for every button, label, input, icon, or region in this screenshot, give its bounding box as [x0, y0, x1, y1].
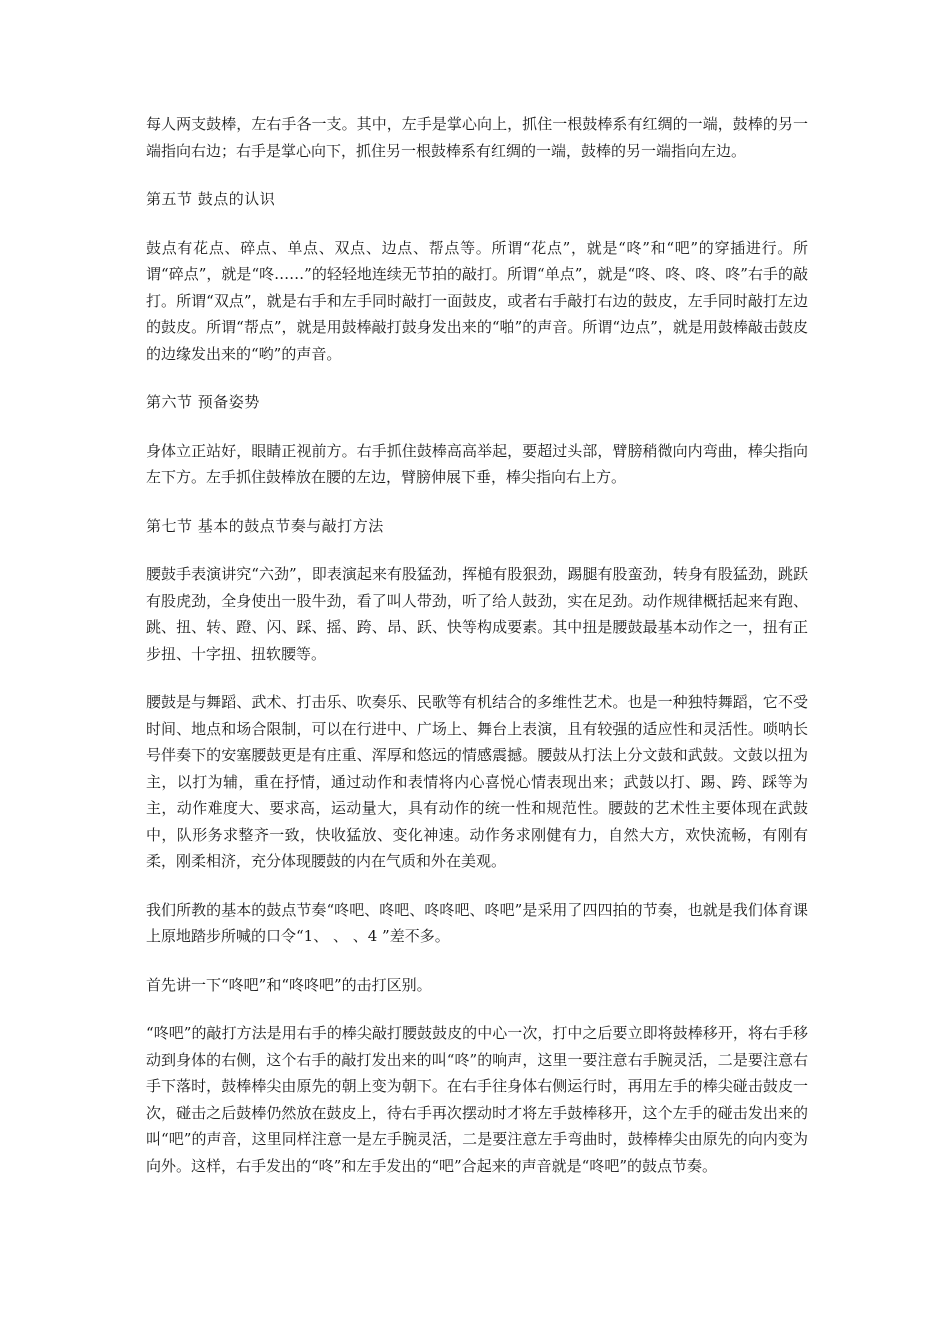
paragraph-six-energies: 腰鼓手表演讲究“六劲”，即表演起来有股猛劲，挥槌有股狠劲，踢腿有股蛮劲，转身有股猛劲，跳跃有股虎劲，全身使出一股牛劲，看了叫人带劲，听了给人鼓劲，实在足劲。动作规律概括起来有跑、跳、扭、转、蹬、闪、踩、摇、跨、昂、跃、快等构成要素。其中扭是腰鼓最基本动作之一，扭有正步扭、十字扭、扭软腰等。: [146, 565, 808, 663]
document-page: [146, 111, 808, 1179]
paragraph-dongba-method: “咚吧”的敲打方法是用右手的棒尖敲打腰鼓鼓皮的中心一次，打中之后要立即将鼓棒移开，将右手移动到身体的右侧，这个右手的敲打发出来的叫“咚”的响声，这里一要注意右手腕灵活，二是要注意右手下落时，鼓棒棒尖由原先的朝上变为朝下。在右手往身体右侧运行时，再用左手的棒尖碰击鼓皮一次，碰击之后鼓棒仍然放在鼓皮上，待右手再次摆动时才将左手鼓棒移开，这个左手的碰击发出来的叫“吧”的声音，这里同样注意一是左手腕灵活，二是要注意左手弯曲时，鼓棒棒尖由原先的向内变为向外。这样，右手发出的“咚”和左手发出的“吧”合起来的声音就是“咚吧”的鼓点节奏。: [146, 1024, 808, 1175]
paragraph-ready-posture: 身体立正站好，眼睛正视前方。右手抓住鼓棒高高举起，要超过头部，臂膀稍微向内弯曲，棒尖指向左下方。左手抓住鼓棒放在腰的左边，臂膀伸展下垂，棒尖指向右上方。: [146, 441, 808, 486]
section-heading-7: 第七节 基本的鼓点节奏与敲打方法: [146, 516, 384, 535]
paragraph-drum-points: 鼓点有花点、碎点、单点、双点、边点、帮点等。所谓“花点”，就是“咚”和“吧”的穿插进行。所谓“碎点”，就是“咚……”的轻轻地连续无节拍的敲打。所谓“单点”，就是“咚、咚、咚、咚”右手的敲打。所谓“双点”，就是右手和左手同时敲打一面鼓皮，或者右手敲打右边的鼓皮，左手同时敲打左边的鼓皮。所谓“帮点”，就是用鼓棒敲打鼓身发出来的“啪”的声音。所谓“边点”，就是用鼓棒敲击鼓皮的边缘发出来的“哟”的声音。: [146, 238, 808, 363]
paragraph-rhythm: 我们所教的基本的鼓点节奏“咚吧、咚吧、咚咚吧、咚吧”是采用了四四拍的节奏，也就是我们体育课上原地踏步所喊的口令“1、 、 、4 ”差不多。: [146, 900, 808, 945]
section-heading-5: 第五节 鼓点的认识: [146, 190, 276, 208]
paragraph-difference: 首先讲一下“咚吧”和“咚咚吧”的击打区别。: [146, 975, 432, 994]
section-heading-6: 第六节 预备姿势: [146, 393, 260, 411]
paragraph-drumsticks: 每人两支鼓棒，左右手各一支。其中，左手是掌心向上，抓住一根鼓棒系有红绸的一端，鼓棒的另一端指向右边；右手是掌心向下，抓住另一根鼓棒系有红绸的一端，鼓棒的另一端指向左边。: [146, 115, 808, 160]
paragraph-waist-drum-art: 腰鼓是与舞蹈、武术、打击乐、吹奏乐、民歌等有机结合的多维性艺术。也是一种独特舞蹈，它不受时间、地点和场合限制，可以在行进中、广场上、舞台上表演，且有较强的适应性和灵活性。唢呐长号伴奏下的安塞腰鼓更是有庄重、浑厚和悠远的情感震撼。腰鼓从打法上分文鼓和武鼓。文鼓以扭为主，以打为辅，重在抒情，通过动作和表情将内心喜悦心情表现出来；武鼓以打、踢、跨、踩等为主，动作难度大、要求高，运动量大，具有动作的统一性和规范性。腰鼓的艺术性主要体现在武鼓中，队形务求整齐一致，快收猛放、变化神速。动作务求刚健有力，自然大方，欢快流畅，有刚有柔，刚柔相济，充分体现腰鼓的内在气质和外在美观。: [146, 693, 808, 870]
